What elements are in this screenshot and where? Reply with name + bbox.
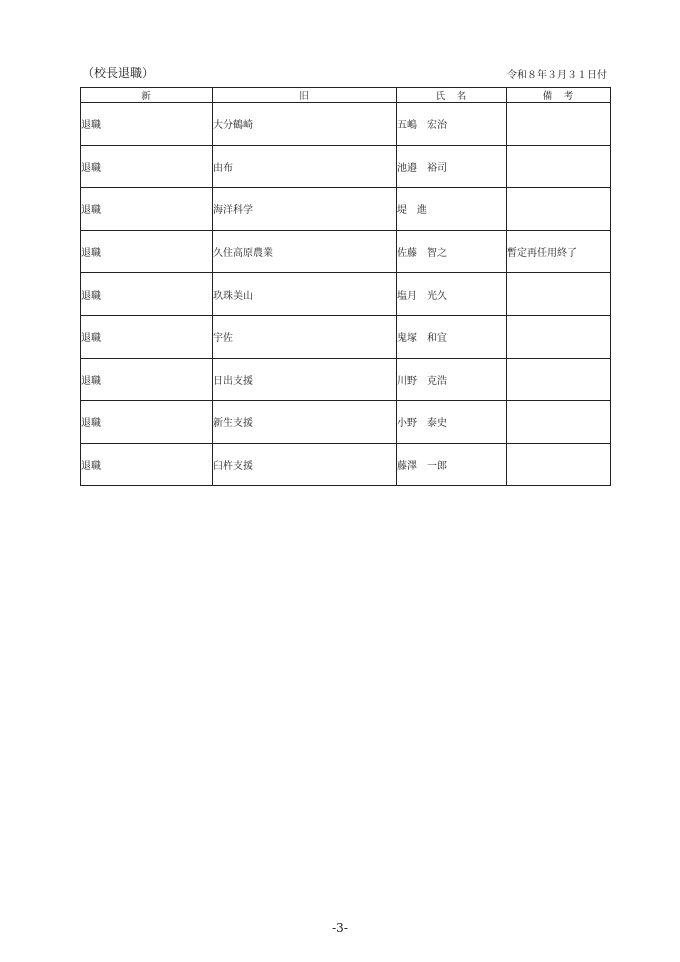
cell-name: 藤澤 一郎 bbox=[397, 443, 507, 486]
table-row bbox=[81, 358, 611, 401]
cell-name: 堤 進 bbox=[397, 188, 507, 231]
cell-new-position: 退職 bbox=[81, 145, 213, 188]
cell-note bbox=[507, 401, 611, 444]
header-name: 氏 名 bbox=[397, 88, 507, 103]
cell-old-school: 宇佐 bbox=[213, 315, 397, 358]
table-row bbox=[81, 401, 611, 444]
cell-note bbox=[507, 145, 611, 188]
effective-date: 令和８年３月３１日付 bbox=[507, 70, 607, 81]
cell-new-position: 退職 bbox=[81, 401, 213, 444]
cell-name: 五嶋 宏治 bbox=[397, 103, 507, 146]
cell-name: 川野 克浩 bbox=[397, 358, 507, 401]
cell-note bbox=[507, 315, 611, 358]
cell-new-position: 退職 bbox=[81, 315, 213, 358]
table-row bbox=[81, 443, 611, 486]
cell-name: 塩月 光久 bbox=[397, 273, 507, 316]
cell-old-school: 大分鶴崎 bbox=[213, 103, 397, 146]
cell-note bbox=[507, 358, 611, 401]
cell-old-school: 玖珠美山 bbox=[213, 273, 397, 316]
table-row bbox=[81, 145, 611, 188]
retirement-table bbox=[80, 87, 611, 486]
cell-note bbox=[507, 443, 611, 486]
table-body bbox=[81, 103, 611, 486]
cell-name: 池邉 裕司 bbox=[397, 145, 507, 188]
cell-new-position: 退職 bbox=[81, 273, 213, 316]
cell-old-school: 新生支援 bbox=[213, 401, 397, 444]
cell-old-school: 臼杵支援 bbox=[213, 443, 397, 486]
page-number: -3- bbox=[332, 921, 348, 935]
cell-old-school: 由布 bbox=[213, 145, 397, 188]
cell-old-school: 日出支援 bbox=[213, 358, 397, 401]
table-header-row bbox=[81, 88, 611, 103]
table-row bbox=[81, 103, 611, 146]
cell-note bbox=[507, 188, 611, 231]
cell-old-school: 久住高原農業 bbox=[213, 230, 397, 273]
cell-new-position: 退職 bbox=[81, 230, 213, 273]
cell-name: 小野 泰史 bbox=[397, 401, 507, 444]
cell-note: 暫定再任用終了 bbox=[507, 230, 611, 273]
cell-old-school: 海洋科学 bbox=[213, 188, 397, 231]
cell-name: 鬼塚 和宜 bbox=[397, 315, 507, 358]
table-row bbox=[81, 315, 611, 358]
header-note: 備 考 bbox=[507, 88, 611, 103]
cell-note bbox=[507, 273, 611, 316]
document-heading: （校長退職） bbox=[82, 66, 155, 80]
table-row bbox=[81, 188, 611, 231]
cell-new-position: 退職 bbox=[81, 188, 213, 231]
cell-new-position: 退職 bbox=[81, 358, 213, 401]
header-old: 旧 bbox=[213, 88, 397, 103]
cell-name: 佐藤 智之 bbox=[397, 230, 507, 273]
table-row bbox=[81, 273, 611, 316]
cell-note bbox=[507, 103, 611, 146]
table-row bbox=[81, 230, 611, 273]
cell-new-position: 退職 bbox=[81, 443, 213, 486]
cell-new-position: 退職 bbox=[81, 103, 213, 146]
header-new: 新 bbox=[81, 88, 213, 103]
